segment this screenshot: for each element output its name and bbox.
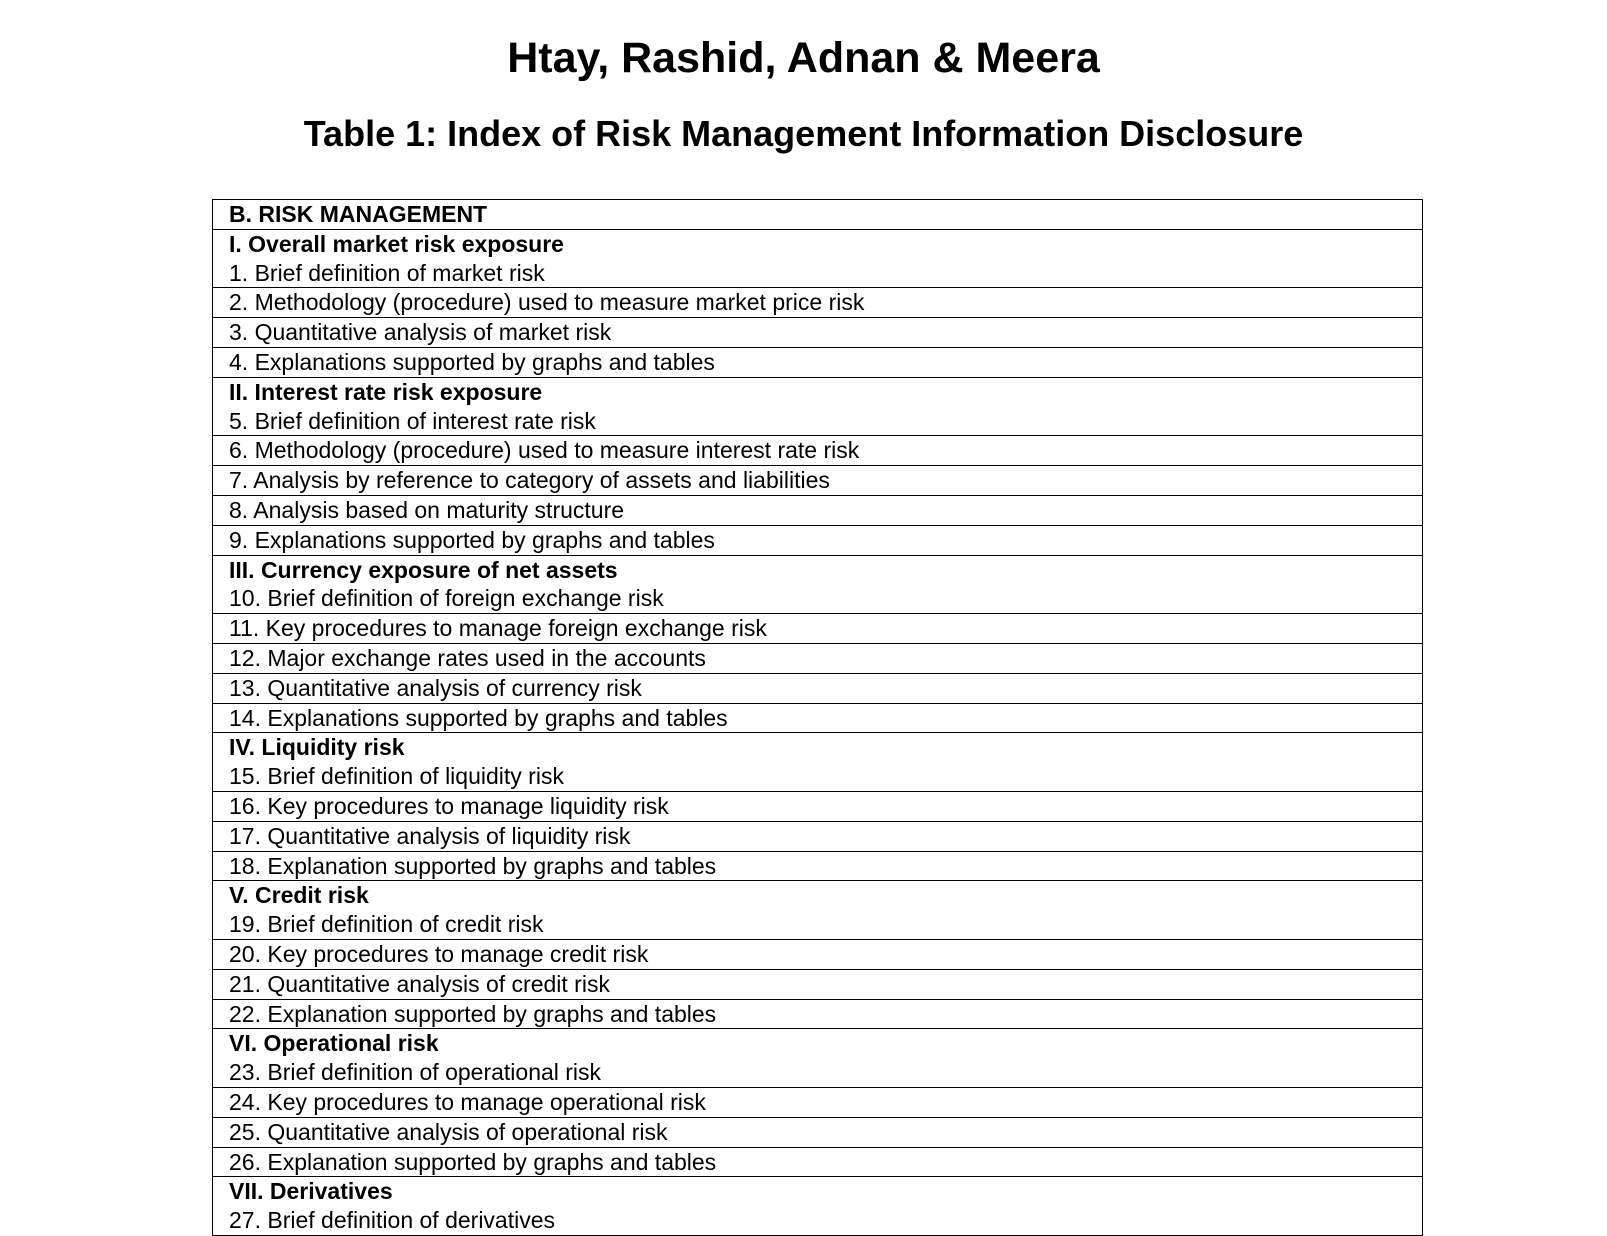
table-row-section [213,1177,1423,1236]
table-row-item [213,703,1423,733]
section-title: VI. Operational risk [229,1030,439,1057]
section-cell [213,229,1423,288]
disclosure-item: 24. Key procedures to manage operational risk [213,1087,1423,1117]
disclosure-item: 23. Brief definition of operational risk [229,1059,602,1086]
disclosure-item: 1. Brief definition of market risk [229,259,545,286]
section-title: VII. Derivatives [229,1178,393,1205]
disclosure-item: 16. Key procedures to manage liquidity risk [213,791,1423,821]
table-row-main-heading [213,200,1423,230]
section-cell [213,555,1423,614]
disclosure-item: 27. Brief definition of derivatives [229,1207,556,1234]
disclosure-item: 19. Brief definition of credit risk [229,911,544,938]
section-cell [213,377,1423,436]
disclosure-item: 15. Brief definition of liquidity risk [229,763,564,790]
section-title: I. Overall market risk exposure [229,230,564,257]
disclosure-item: 5. Brief definition of interest rate risk [229,407,596,434]
risk-disclosure-table [212,199,1423,1236]
section-title: IV. Liquidity risk [229,734,405,761]
table-container [212,199,1423,1234]
table-row-item [213,1117,1423,1147]
table-row-item [213,1087,1423,1117]
table-row-item [213,288,1423,318]
disclosure-item: 26. Explanation supported by graphs and tables [213,1147,1423,1177]
table-row-section [213,881,1423,940]
disclosure-item: 2. Methodology (procedure) used to measure market price risk [213,288,1423,318]
disclosure-item: 13. Quantitative analysis of currency risk [213,673,1423,703]
disclosure-item: 14. Explanations supported by graphs and tables [213,703,1423,733]
section-title: V. Credit risk [229,882,369,909]
disclosure-item: 25. Quantitative analysis of operational risk [213,1117,1423,1147]
table-row-item [213,791,1423,821]
table-row-item [213,969,1423,999]
disclosure-item: 6. Methodology (procedure) used to measure interest rate risk [213,436,1423,466]
table-row-section [213,555,1423,614]
disclosure-item: 10. Brief definition of foreign exchange risk [229,585,664,612]
table-row-item [213,851,1423,881]
section-cell [213,733,1423,792]
table-row-item [213,614,1423,644]
section-title: II. Interest rate risk exposure [229,378,543,405]
disclosure-item: 3. Quantitative analysis of market risk [213,318,1423,348]
disclosure-item: 18. Explanation supported by graphs and tables [213,851,1423,881]
disclosure-item: 8. Analysis based on maturity structure [213,495,1423,525]
table-row-section [213,377,1423,436]
table-row-item [213,525,1423,555]
disclosure-item: 4. Explanations supported by graphs and tables [213,347,1423,377]
table-row-item [213,347,1423,377]
disclosure-item: 9. Explanations supported by graphs and tables [213,525,1423,555]
disclosure-item: 21. Quantitative analysis of credit risk [213,969,1423,999]
table-title: Table 1: Index of Risk Management Information Disclosure [303,113,1304,154]
table-row-item [213,643,1423,673]
disclosure-item: 20. Key procedures to manage credit risk [213,939,1423,969]
table-row-item [213,1147,1423,1177]
table-row-section [213,229,1423,288]
table-row-item [213,495,1423,525]
section-cell [213,1177,1423,1236]
table-row-section [213,1029,1423,1088]
table-row-item [213,673,1423,703]
table-row-item [213,999,1423,1029]
disclosure-item: 12. Major exchange rates used in the accounts [213,643,1423,673]
table-row-item [213,466,1423,496]
disclosure-item: 22. Explanation supported by graphs and tables [213,999,1423,1029]
disclosure-item: 7. Analysis by reference to category of assets and liabilities [213,466,1423,496]
table-row-item [213,318,1423,348]
section-cell [213,881,1423,940]
section-title: III. Currency exposure of net assets [229,556,618,583]
table-row-item [213,821,1423,851]
table-body [213,200,1423,1236]
page-header-authors: Htay, Rashid, Adnan & Meera [507,34,1100,82]
main-heading-cell: B. RISK MANAGEMENT [213,200,1423,230]
table-row-section [213,733,1423,792]
section-cell [213,1029,1423,1088]
disclosure-item: 17. Quantitative analysis of liquidity risk [213,821,1423,851]
disclosure-item: 11. Key procedures to manage foreign exchange risk [213,614,1423,644]
table-row-item [213,939,1423,969]
table-row-item [213,436,1423,466]
